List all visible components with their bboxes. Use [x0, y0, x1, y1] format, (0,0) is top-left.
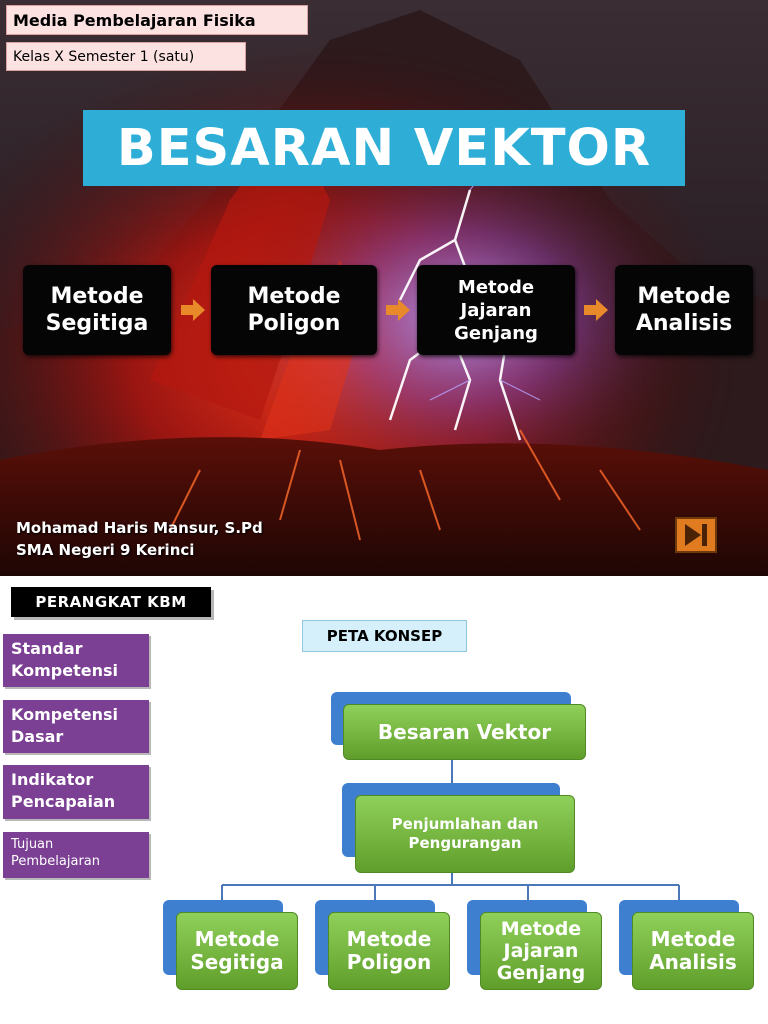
kompetensi-dasar-label: Kompetensi Dasar [11, 705, 118, 746]
concept-node-label: Metode Jajaran Genjang [496, 918, 586, 984]
arrow-right-icon [386, 299, 410, 321]
media-title-label: Media Pembelajaran Fisika [6, 5, 308, 35]
concept-node-metode-jajaran-genjang[interactable] [480, 912, 602, 990]
method-analisis-label: Metode Analisis [635, 284, 733, 336]
method-segitiga-label: Metode Segitiga [45, 284, 149, 336]
method-poligon-button[interactable] [211, 265, 377, 355]
concept-node-label: Metode Analisis [649, 927, 737, 974]
kompetensi-dasar-button[interactable] [3, 700, 149, 753]
method-jajaran-genjang-label: Metode Jajaran Genjang [454, 276, 538, 344]
perangkat-kbm-label: PERANGKAT KBM [11, 587, 211, 617]
class-semester-label: Kelas X Semester 1 (satu) [6, 42, 246, 71]
method-analisis-button[interactable] [615, 265, 753, 355]
concept-node-metode-poligon[interactable] [328, 912, 450, 990]
indikator-pencapaian-label: Indikator Pencapaian [11, 770, 116, 811]
method-segitiga-button[interactable] [23, 265, 171, 355]
arrow-right-icon [181, 299, 205, 321]
concept-node-metode-segitiga[interactable] [176, 912, 298, 990]
concept-node-besaran-vektor[interactable] [343, 704, 586, 760]
concept-map-slide [0, 576, 768, 1024]
concept-node-metode-analisis[interactable] [632, 912, 754, 990]
arrow-right-icon [584, 299, 608, 321]
author-name: Mohamad Haris Mansur, S.Pd [16, 519, 263, 537]
standar-kompetensi-button[interactable] [3, 634, 149, 687]
concept-node-label: Metode Poligon [346, 927, 432, 974]
peta-konsep-label: PETA KONSEP [302, 620, 467, 652]
tujuan-pembelajaran-button[interactable] [3, 832, 149, 878]
concept-node-label: Besaran Vektor [377, 720, 552, 744]
method-poligon-label: Metode Poligon [247, 284, 341, 336]
standar-kompetensi-label: Standar Kompetensi [11, 639, 118, 680]
concept-node-penjumlahan-pengurangan[interactable] [355, 795, 575, 873]
concept-node-label: Metode Segitiga [190, 927, 284, 974]
concept-node-label: Penjumlahan dan Pengurangan [391, 815, 539, 852]
main-title: BESARAN VEKTOR [83, 110, 685, 186]
method-jajaran-genjang-button[interactable] [417, 265, 575, 355]
tujuan-pembelajaran-label: Tujuan Pembelajaran [11, 837, 100, 869]
author-school: SMA Negeri 9 Kerinci [16, 541, 195, 559]
indikator-pencapaian-button[interactable] [3, 765, 149, 819]
next-slide-icon [681, 522, 711, 548]
next-slide-button[interactable] [675, 517, 717, 553]
